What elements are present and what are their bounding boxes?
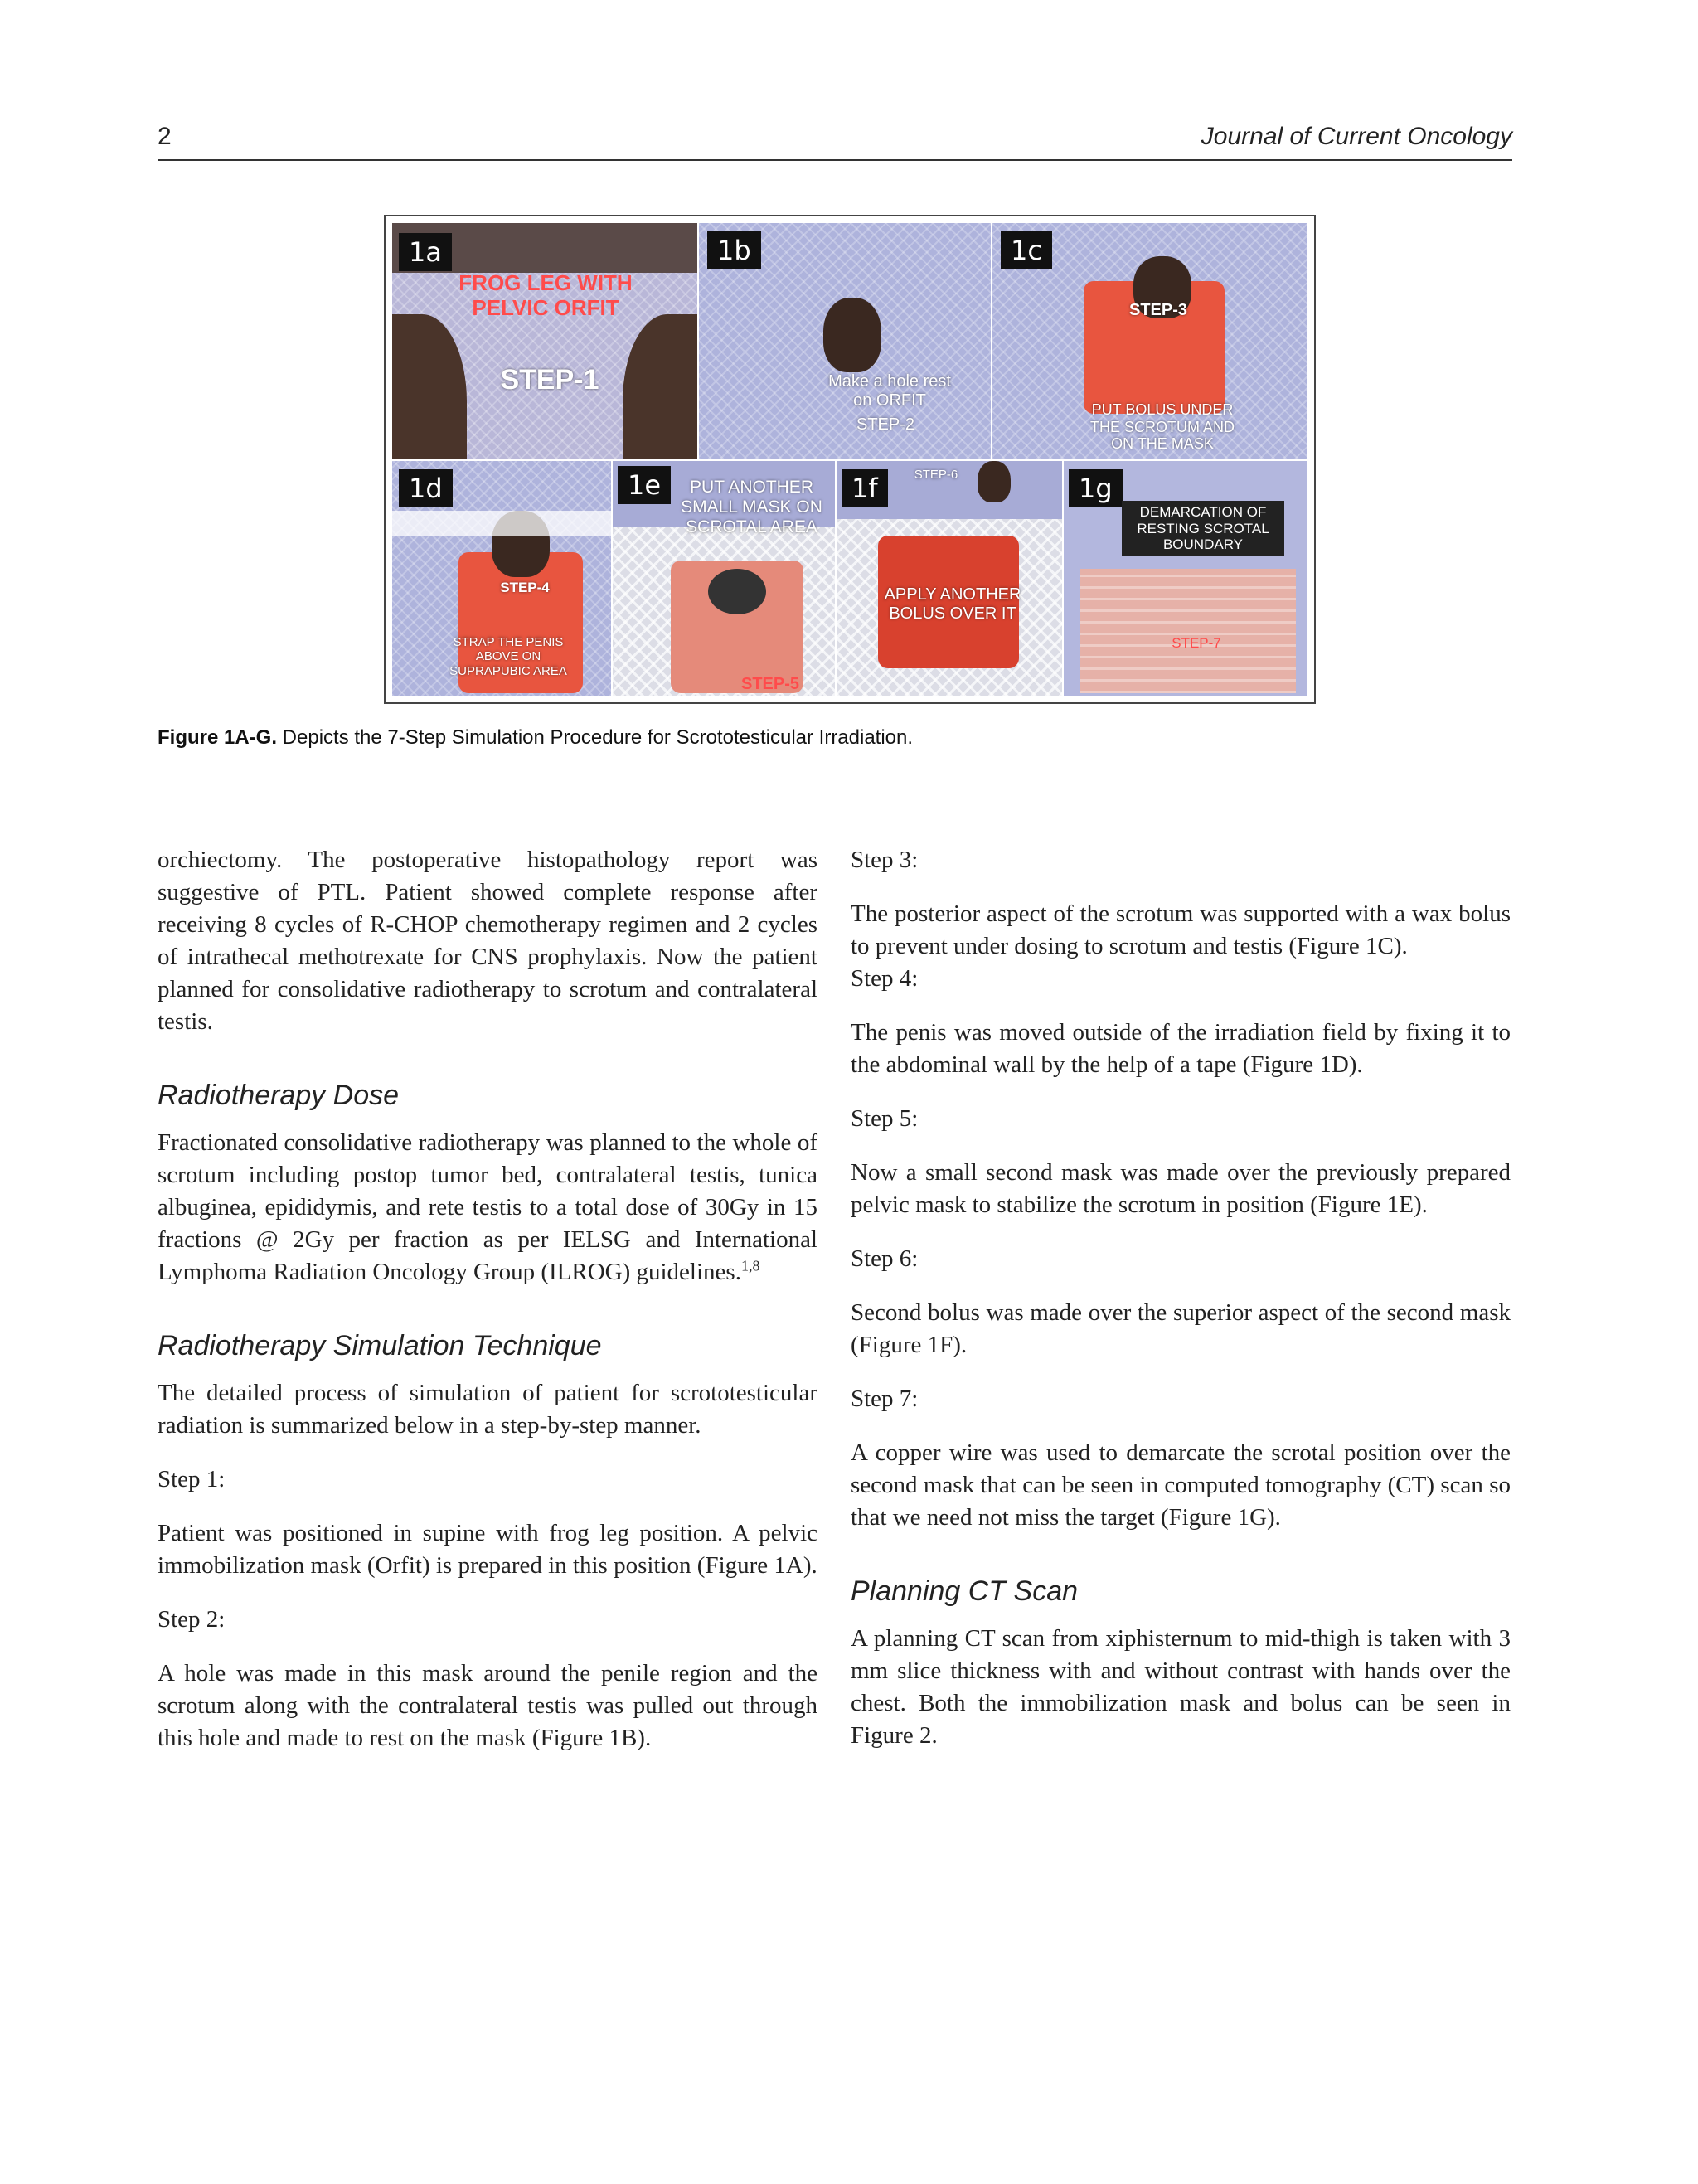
panel-text: STEP-1 [500, 364, 599, 396]
panel-text: Make a hole rest on ORFIT [828, 372, 951, 410]
paragraph: Now a small second mask was made over the previously prepared pelvic mask to stabilize the scrotum in position (Figure 1E). [851, 1159, 1511, 1218]
paragraph: orchiectomy. The postoperative histopathology report was suggestive of PTL. Patient showed complete response after receiving 8 cycles of R-CHOP chemotherapy regimen and 2 cycles of intrathecal methotrexate for CNS prophylaxis. Now the patient planned for consolidative radiotherapy to scrotum and contralateral testis. [158, 847, 817, 1035]
panel-label-1f: 1f [842, 469, 888, 507]
panel-1f [837, 461, 1062, 696]
paragraph: A copper wire was used to demarcate the scrotal position over the second mask that can be seen in computed tomography (CT) scan so that we need not miss the target (Figure 1G). [851, 1439, 1511, 1531]
caption-label: Figure 1A-G. [158, 726, 278, 749]
paragraph [158, 1127, 817, 1289]
citation[interactable]: 1,8 [740, 1257, 760, 1274]
left-column [158, 844, 817, 1776]
panel-1e [613, 461, 835, 696]
paragraph: The penis was moved outside of the irradiation field by fixing it to the abdominal wall by the help of a tape (Figure 1D). [851, 1019, 1511, 1078]
panel-text: STEP-5 [740, 675, 800, 693]
panel-1g [1064, 461, 1307, 696]
figure-1 [384, 215, 1316, 704]
panel-1b [699, 223, 991, 459]
panel-text: STEP-2 [856, 415, 915, 434]
journal-title: Journal of Current Oncology [1201, 123, 1512, 150]
step-label: Step 7: [851, 1386, 919, 1412]
panel-label-1a: 1a [399, 233, 452, 271]
header-rule [158, 159, 1512, 161]
right-column [851, 844, 1511, 1774]
panel-label-1b: 1b [707, 231, 761, 269]
section-heading: Radiotherapy Dose [158, 1080, 400, 1111]
panel-text: APPLY ANOTHER BOLUS OVER IT [884, 585, 1021, 623]
figure-caption [158, 726, 913, 750]
step-label: Step 3: [851, 847, 919, 873]
panel-text: PUT BOLUS UNDER THE SCROTUM AND ON THE MASK [1089, 401, 1235, 453]
panel-text: STEP-4 [500, 580, 550, 595]
panel-label-1e: 1e [618, 466, 671, 504]
paragraph: Patient was positioned in supine with frog leg position. A pelvic immobilization mask (Orfit) is prepared in this position (Figure 1A). [158, 1520, 817, 1579]
step-label: Step 2: [158, 1606, 226, 1633]
step-label: Step 5: [851, 1105, 919, 1132]
skin-shape [823, 298, 881, 372]
paragraph: The detailed process of simulation of patient for scrototesticular radiation is summarized below in a step-by-step manner. [158, 1380, 817, 1439]
caption-text: Depicts the 7-Step Simulation Procedure for Scrototesticular Irradiation. [277, 726, 914, 749]
panel-text: STEP-7 [1172, 635, 1221, 651]
panel-label-1c: 1c [1001, 231, 1052, 269]
paragraph-text: Fractionated consolidative radiotherapy was planned to the whole of scrotum including postop tumor bed, contralateral testis, tunica albuginea, epididymis, and rete testis to a total dose of 30Gy in 15 fractions @ 2Gy per fraction as per IELSG and International Lymphoma Radiation Oncology Group (ILROG) guidelines. [158, 1129, 817, 1285]
panel-1c [992, 223, 1307, 459]
paragraph: A hole was made in this mask around the penile region and the scrotum along with the contralateral testis was pulled out through this hole and made to rest on the mask (Figure 1B). [158, 1660, 817, 1751]
paragraph: The posterior aspect of the scrotum was supported with a wax bolus to prevent under dosing to scrotum and testis (Figure 1C). [851, 900, 1511, 959]
panel-text: DEMARCATION OF RESTING SCROTAL BOUNDARY [1122, 501, 1284, 556]
panel-label-1d: 1d [399, 469, 453, 507]
panel-text: PUT ANOTHER SMALL MASK ON SCROTAL AREA [681, 478, 822, 537]
step-label: Step 4: [851, 965, 919, 992]
panel-text: STEP-3 [1128, 301, 1188, 319]
step-label: Step 6: [851, 1245, 919, 1272]
panel-text: STEP-6 [914, 468, 958, 482]
panel-label-1g: 1g [1069, 469, 1123, 507]
skin-shape [978, 461, 1011, 502]
paragraph: Second bolus was made over the superior aspect of the second mask (Figure 1F). [851, 1299, 1511, 1358]
panel-1d [392, 461, 611, 696]
section-heading: Planning CT Scan [851, 1575, 1079, 1607]
page-number: 2 [158, 123, 172, 150]
panel-1a [392, 223, 697, 459]
figure-panels [392, 223, 1307, 696]
step-label: Step 1: [158, 1466, 226, 1492]
panel-text: STRAP THE PENIS ABOVE ON SUPRAPUBIC AREA [449, 635, 567, 678]
paragraph: A planning CT scan from xiphisternum to mid-thigh is taken with 3 mm slice thickness with and without contrast with hands over the chest. Both the immobilization mask and bolus can be seen in Figure 2. [851, 1625, 1511, 1749]
section-heading: Radiotherapy Simulation Technique [158, 1330, 602, 1361]
panel-text: FROG LEG WITH PELVIC ORFIT [458, 270, 633, 320]
